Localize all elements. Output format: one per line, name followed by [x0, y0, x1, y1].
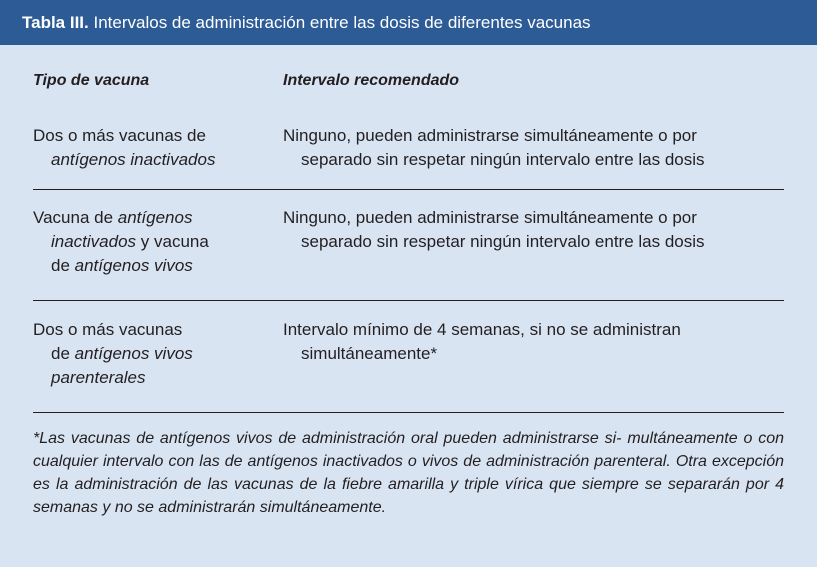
- tipo-text-italic: antígenos: [117, 208, 193, 227]
- footnote: *Las vacunas de antígenos vivos de administración oral pueden administrarse si- multáneamente o con cualquier intervalo con las de antígenos inactivados o vivos de administración parenteral. Otra excepción es la administración de las vacunas de la fiebre amarilla y triple vírica que siempre se separarán por 4 semanas y no se administrarán simultáneamente.: [33, 430, 784, 516]
- table-header: [0, 0, 817, 45]
- row-divider: [33, 189, 784, 190]
- row-tipo: [33, 318, 273, 390]
- tipo-text-italic: antígenos vivos: [74, 344, 193, 363]
- table-label: Tabla III.: [22, 13, 89, 32]
- tipo-text: de: [51, 344, 75, 363]
- intervalo-line: Ninguno, pueden administrarse simultáneamente o por: [283, 126, 697, 145]
- intervalo-line: Intervalo mínimo de 4 semanas, si no se administran: [283, 320, 681, 339]
- row-tipo: [33, 124, 273, 172]
- intervalo-line: Ninguno, pueden administrarse simultáneamente o por: [283, 208, 697, 227]
- row-intervalo: [283, 318, 803, 366]
- tipo-text: Vacuna de: [33, 208, 118, 227]
- tipo-text: Dos o más vacunas: [33, 320, 183, 339]
- tipo-text-italic: parenterales: [51, 368, 146, 387]
- tipo-line: Dos o más vacunas de: [33, 126, 206, 145]
- tipo-text: de: [51, 256, 75, 275]
- column-header-intervalo: Intervalo recomendado: [283, 72, 460, 89]
- row-intervalo: [283, 124, 803, 172]
- row-intervalo: [283, 206, 803, 254]
- intervalo-line: simultáneamente*: [301, 344, 438, 363]
- tipo-line-italic: antígenos inactivados: [51, 150, 216, 169]
- table-title: Intervalos de administración entre las dosis de diferentes vacunas: [93, 13, 591, 32]
- tipo-text-italic: inactivados: [51, 232, 137, 251]
- tipo-text-italic: antígenos vivos: [74, 256, 193, 275]
- tipo-text: y vacuna: [136, 232, 209, 251]
- intervalo-line: separado sin respetar ningún intervalo entre las dosis: [301, 150, 705, 169]
- row-divider: [33, 412, 784, 413]
- row-tipo: [33, 206, 273, 278]
- row-divider: [33, 300, 784, 301]
- column-header-tipo: Tipo de vacuna: [33, 72, 150, 89]
- intervalo-line: separado sin respetar ningún intervalo entre las dosis: [301, 232, 705, 251]
